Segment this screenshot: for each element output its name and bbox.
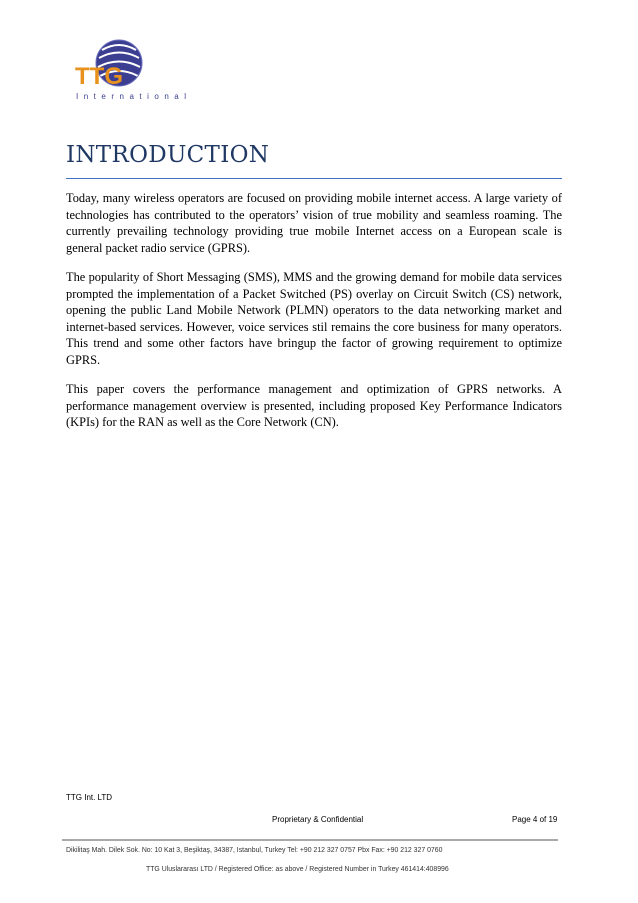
logo-subtext: International (76, 92, 192, 101)
paragraph: The popularity of Short Messaging (SMS), MMS and the growing demand for mobile data services prompted the implementation of a Packet Switched (PS) overlay on Circuit Switch (CS) network, opening the public Land Mobile Network (PLMN) operators to the data networking market and internet-based services. However, voice services stil remains the core business for many operators. This trend and some other factors have bringup the factor of growing requirement to optimize GPRS. (66, 270, 562, 367)
section-title: INTRODUCTION (66, 142, 270, 168)
footer-company: TTG Int. LTD (66, 793, 113, 802)
paragraph: Today, many wireless operators are focused on providing mobile internet access. A large variety of technologies has contributed to the operators’ vision of true mobility and seamless roaming. The currently prevailing technology providing true mobile Internet access on a European scale is general packet radio service (GPRS). (66, 191, 562, 255)
footer-confidential: Proprietary & Confidential (272, 815, 364, 824)
footer-divider (62, 839, 558, 841)
footer-address: Dikilitaş Mah. Dilek Sok. No: 10 Kat 3, Beşiktaş, 34387, Istanbul, Turkey Tel: +90 212 327 0757 Pbx Fax: +90 212 327 0760 (66, 847, 443, 854)
body-text (66, 190, 562, 444)
paragraph: This paper covers the performance management and optimization of GPRS networks. A performance management overview is presented, including proposed Key Performance Indicators (KPIs) for the RAN as well as the Core Network (CN). (66, 382, 562, 429)
page-number: Page 4 of 19 (512, 815, 558, 824)
logo-text: TTG (75, 63, 123, 90)
title-divider (66, 178, 562, 179)
footer-registration: TTG Uluslararası LTD / Registered Office: as above / Registered Number in Turkey 461414:408996 (146, 866, 449, 873)
